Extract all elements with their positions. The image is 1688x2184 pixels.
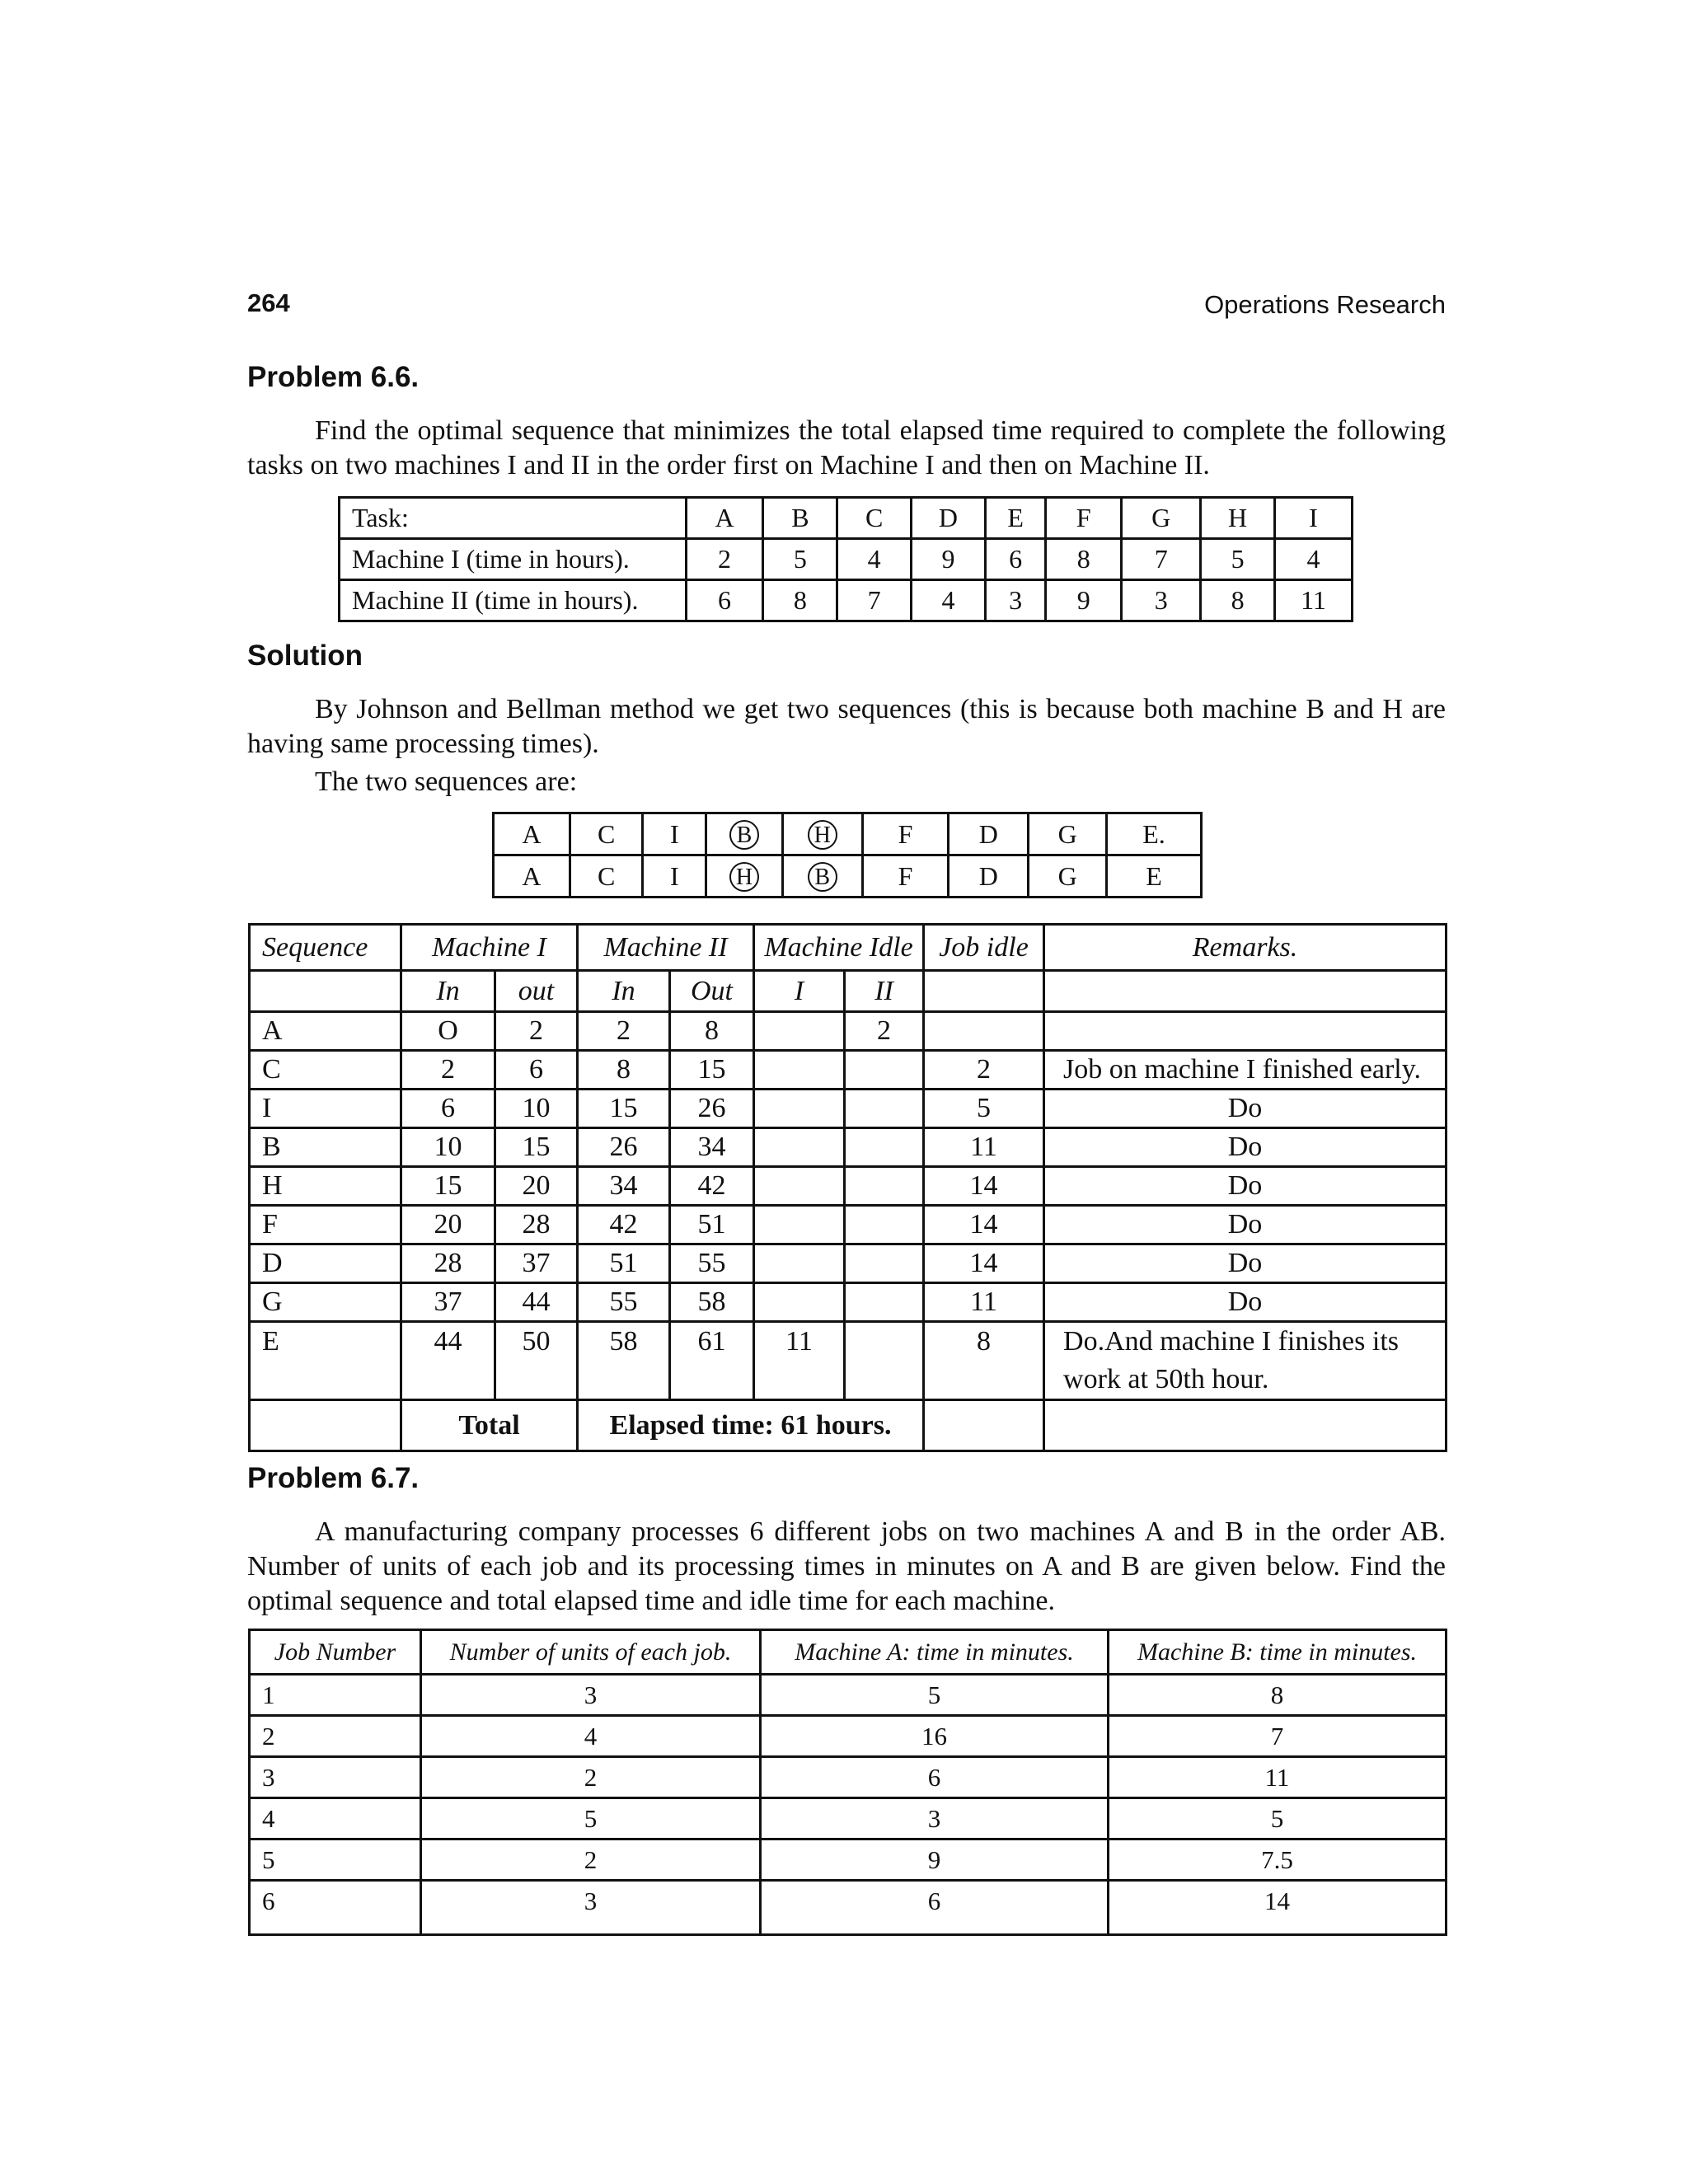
- schedule-subheader-cell: I: [754, 971, 845, 1012]
- tasks-cell: H: [1201, 498, 1275, 539]
- schedule-cell-job-idle: 14: [924, 1244, 1044, 1283]
- problem-6-7-text: [247, 1515, 1446, 1619]
- schedule-cell-m1-in: 20: [401, 1206, 495, 1244]
- schedule-cell-m2-out: 61: [670, 1322, 754, 1400]
- sequence-cell: C: [570, 855, 643, 898]
- sequence-cell: C: [570, 813, 643, 855]
- schedule-cell-idle-ii: [845, 1283, 924, 1322]
- tasks-cell: 8: [763, 580, 837, 621]
- schedule-cell-job-idle: 14: [924, 1167, 1044, 1206]
- tasks-cell: 3: [1122, 580, 1201, 621]
- schedule-subheader-cell: In: [401, 971, 495, 1012]
- schedule-cell-m1-out: 37: [495, 1244, 578, 1283]
- tasks-cell: F: [1046, 498, 1122, 539]
- schedule-cell-m1-out: 6: [495, 1051, 578, 1090]
- tasks-row-machine-1: [340, 539, 1353, 580]
- schedule-cell-m2-out: 55: [670, 1244, 754, 1283]
- sequence-row: [494, 813, 1202, 855]
- job-number-cell: 5: [250, 1840, 421, 1881]
- schedule-empty-cell: [250, 1400, 401, 1451]
- schedule-cell-m1-in: 2: [401, 1051, 495, 1090]
- schedule-empty-cell: [1044, 971, 1447, 1012]
- schedule-cell-m1-in: 44: [401, 1322, 495, 1400]
- schedule-cell-job-idle: 11: [924, 1283, 1044, 1322]
- schedule-subheader-cell: In: [578, 971, 670, 1012]
- jobs-row: [250, 1757, 1447, 1798]
- schedule-cell-remark: Do: [1044, 1206, 1447, 1244]
- schedule-cell-idle-ii: [845, 1167, 924, 1206]
- sequence-cell: D: [949, 813, 1029, 855]
- tasks-cell: 5: [763, 539, 837, 580]
- sequence-cell: [782, 813, 862, 855]
- tasks-cell: C: [837, 498, 912, 539]
- schedule-cell-m2-in: 34: [578, 1167, 670, 1206]
- jobs-cell: 16: [761, 1716, 1109, 1757]
- schedule-header-cell: Job idle: [924, 925, 1044, 971]
- jobs-cell: 8: [1109, 1675, 1447, 1716]
- schedule-row: [250, 1128, 1447, 1167]
- solution-heading: Solution: [247, 640, 363, 672]
- tasks-cell: 7: [837, 580, 912, 621]
- schedule-subheader-cell: Out: [670, 971, 754, 1012]
- elapsed-time-label: Elapsed time: 61 hours.: [578, 1400, 924, 1451]
- jobs-cell: 14: [1109, 1881, 1447, 1935]
- jobs-cell: 11: [1109, 1757, 1447, 1798]
- jobs-cell: 6: [761, 1757, 1109, 1798]
- tasks-cell: 4: [837, 539, 912, 580]
- sequence-cell: [706, 855, 783, 898]
- job-number-cell: 1: [250, 1675, 421, 1716]
- schedule-cell-job-idle: 8: [924, 1322, 1044, 1400]
- schedule-cell-idle-i: [754, 1283, 845, 1322]
- schedule-cell-idle-i: [754, 1090, 845, 1128]
- tasks-cell: 2: [686, 539, 763, 580]
- schedule-row: [250, 1206, 1447, 1244]
- solution-text-body: By Johnson and Bellman method we get two sequences (this is because both machine B and H are having same processing times).: [247, 694, 1446, 759]
- schedule-header-cell: Machine II: [578, 925, 754, 971]
- schedule-cell-idle-ii: 2: [845, 1012, 924, 1051]
- schedule-row: [250, 1090, 1447, 1128]
- schedule-cell-idle-i: [754, 1206, 845, 1244]
- jobs-cell: 3: [421, 1881, 761, 1935]
- problem-6-7-heading: Problem 6.7.: [247, 1462, 420, 1494]
- tasks-cell: G: [1122, 498, 1201, 539]
- schedule-cell-m2-out: 34: [670, 1128, 754, 1167]
- jobs-row: [250, 1675, 1447, 1716]
- jobs-row: [250, 1840, 1447, 1881]
- schedule-empty-cell: [1044, 1400, 1447, 1451]
- schedule-cell-job: A: [250, 1012, 401, 1051]
- schedule-cell-idle-ii: [845, 1051, 924, 1090]
- schedule-cell-m2-out: 8: [670, 1012, 754, 1051]
- circled-job-label: B: [808, 862, 837, 892]
- schedule-cell-m1-out: 44: [495, 1283, 578, 1322]
- schedule-cell-idle-i: [754, 1167, 845, 1206]
- schedule-cell-m1-out: 28: [495, 1206, 578, 1244]
- schedule-cell-m1-in: 10: [401, 1128, 495, 1167]
- tasks-cell: E: [985, 498, 1045, 539]
- schedule-cell-job: I: [250, 1090, 401, 1128]
- schedule-cell-m2-in: 15: [578, 1090, 670, 1128]
- job-number-cell: 3: [250, 1757, 421, 1798]
- running-title: Operations Research: [1204, 290, 1446, 319]
- tasks-row-label: Machine II (time in hours).: [340, 580, 687, 621]
- tasks-cell: 9: [1046, 580, 1122, 621]
- tasks-cell: 5: [1201, 539, 1275, 580]
- jobs-cell: 5: [421, 1798, 761, 1840]
- schedule-cell-job-idle: 5: [924, 1090, 1044, 1128]
- schedule-cell-m2-in: 42: [578, 1206, 670, 1244]
- schedule-row: [250, 1051, 1447, 1090]
- schedule-cell-m2-in: 51: [578, 1244, 670, 1283]
- schedule-cell-job: C: [250, 1051, 401, 1090]
- job-number-cell: 4: [250, 1798, 421, 1840]
- schedule-cell-m2-in: 55: [578, 1283, 670, 1322]
- sequence-cell: G: [1029, 813, 1107, 855]
- jobs-cell: 6: [761, 1881, 1109, 1935]
- tasks-row-machine-2: [340, 580, 1353, 621]
- sequence-cell: F: [862, 813, 949, 855]
- schedule-cell-idle-i: [754, 1012, 845, 1051]
- schedule-cell-idle-ii: [845, 1244, 924, 1283]
- schedule-cell-remark: Do: [1044, 1128, 1447, 1167]
- jobs-cell: 2: [421, 1757, 761, 1798]
- total-label: Total: [401, 1400, 578, 1451]
- schedule-cell-idle-ii: [845, 1206, 924, 1244]
- schedule-cell-job-idle: 14: [924, 1206, 1044, 1244]
- schedule-cell-idle-i: 11: [754, 1322, 845, 1400]
- jobs-header-cell: Machine A: time in minutes.: [761, 1630, 1109, 1675]
- jobs-cell: 5: [1109, 1798, 1447, 1840]
- schedule-subheader-row: [250, 971, 1447, 1012]
- jobs-header-cell: Number of units of each job.: [421, 1630, 761, 1675]
- schedule-cell-job: D: [250, 1244, 401, 1283]
- schedule-cell-m1-in: 6: [401, 1090, 495, 1128]
- schedule-subheader-cell: out: [495, 971, 578, 1012]
- remark-line: work at 50th hour.: [1063, 1364, 1269, 1394]
- schedule-cell-job: F: [250, 1206, 401, 1244]
- schedule-cell-remark: [1044, 1012, 1447, 1051]
- problem-6-6-text-body: Find the optimal sequence that minimizes the total elapsed time required to complete the following tasks on two machines I and II in the order first on Machine I and then on Machine II.: [247, 415, 1446, 480]
- schedule-cell-m1-out: 15: [495, 1128, 578, 1167]
- sequences-table: [492, 812, 1203, 898]
- problem-6-6-text: [247, 414, 1446, 483]
- schedule-cell-m1-out: 20: [495, 1167, 578, 1206]
- jobs-row: [250, 1716, 1447, 1757]
- tasks-cell: 3: [985, 580, 1045, 621]
- schedule-cell-remark: Job on machine I finished early.: [1044, 1051, 1447, 1090]
- schedule-cell-m2-out: 58: [670, 1283, 754, 1322]
- problem-6-6-heading: Problem 6.6.: [247, 361, 420, 393]
- sequence-cell: E: [1107, 855, 1202, 898]
- solution-text-2-body: The two sequences are:: [315, 766, 578, 797]
- jobs-row: [250, 1798, 1447, 1840]
- jobs-table: [248, 1629, 1447, 1936]
- schedule-cell-idle-i: [754, 1051, 845, 1090]
- tasks-cell: A: [686, 498, 763, 539]
- jobs-cell: 5: [761, 1675, 1109, 1716]
- sequence-cell: A: [494, 855, 570, 898]
- schedule-empty-cell: [924, 1400, 1044, 1451]
- page-number: 264: [247, 288, 290, 317]
- jobs-cell: 3: [761, 1798, 1109, 1840]
- schedule-row: [250, 1167, 1447, 1206]
- schedule-cell-m1-in: 37: [401, 1283, 495, 1322]
- sequence-cell: [706, 813, 783, 855]
- schedule-empty-cell: [924, 971, 1044, 1012]
- schedule-cell-remark: [1044, 1322, 1447, 1400]
- sequence-cell: F: [862, 855, 949, 898]
- schedule-cell-m2-out: 15: [670, 1051, 754, 1090]
- schedule-cell-job: G: [250, 1283, 401, 1322]
- schedule-header-row: [250, 925, 1447, 971]
- schedule-row: [250, 1322, 1447, 1400]
- jobs-row: [250, 1881, 1447, 1935]
- sequence-cell: D: [949, 855, 1029, 898]
- schedule-cell-idle-ii: [845, 1322, 924, 1400]
- schedule-cell-job: B: [250, 1128, 401, 1167]
- tasks-cell: 11: [1274, 580, 1352, 621]
- schedule-total-row: [250, 1400, 1447, 1451]
- jobs-cell: 7: [1109, 1716, 1447, 1757]
- schedule-cell-m2-in: 26: [578, 1128, 670, 1167]
- schedule-cell-remark: Do: [1044, 1244, 1447, 1283]
- schedule-row: [250, 1012, 1447, 1051]
- solution-text-2: [247, 765, 1446, 799]
- sequence-cell: E.: [1107, 813, 1202, 855]
- tasks-cell: 8: [1201, 580, 1275, 621]
- schedule-cell-m1-in: 28: [401, 1244, 495, 1283]
- tasks-cell: 6: [985, 539, 1045, 580]
- tasks-row-header: [340, 498, 1353, 539]
- jobs-cell: 9: [761, 1840, 1109, 1881]
- schedule-cell-job: H: [250, 1167, 401, 1206]
- problem-6-7-text-body: A manufacturing company processes 6 different jobs on two machines A and B in the order AB. Number of units of each job and its processing times in minutes on A and B are given below. Find the optimal sequence and total elapsed time and idle time for each machine.: [247, 1516, 1446, 1616]
- sequence-cell: A: [494, 813, 570, 855]
- tasks-cell: 8: [1046, 539, 1122, 580]
- circled-job-label: B: [729, 820, 759, 850]
- schedule-cell-job: E: [250, 1322, 401, 1400]
- schedule-cell-m1-out: 2: [495, 1012, 578, 1051]
- schedule-row: [250, 1283, 1447, 1322]
- tasks-cell: 7: [1122, 539, 1201, 580]
- schedule-cell-remark: Do: [1044, 1090, 1447, 1128]
- tasks-row-label: Task:: [340, 498, 687, 539]
- schedule-cell-m1-in: O: [401, 1012, 495, 1051]
- sequence-cell: I: [643, 813, 706, 855]
- schedule-header-cell: Remarks.: [1044, 925, 1447, 971]
- schedule-cell-m1-in: 15: [401, 1167, 495, 1206]
- job-number-cell: 2: [250, 1716, 421, 1757]
- schedule-header-cell: Sequence: [250, 925, 401, 971]
- tasks-row-label: Machine I (time in hours).: [340, 539, 687, 580]
- sequence-cell: G: [1029, 855, 1107, 898]
- remark-line: Do.And machine I finishes its: [1063, 1326, 1400, 1357]
- schedule-cell-remark: Do: [1044, 1283, 1447, 1322]
- schedule-cell-job-idle: 2: [924, 1051, 1044, 1090]
- jobs-header-cell: Machine B: time in minutes.: [1109, 1630, 1447, 1675]
- schedule-cell-idle-i: [754, 1244, 845, 1283]
- jobs-cell: 3: [421, 1675, 761, 1716]
- job-number-cell: 6: [250, 1881, 421, 1935]
- tasks-cell: 4: [912, 580, 986, 621]
- schedule-cell-job-idle: 11: [924, 1128, 1044, 1167]
- schedule-header-cell: Machine Idle: [754, 925, 924, 971]
- tasks-cell: B: [763, 498, 837, 539]
- schedule-row: [250, 1244, 1447, 1283]
- jobs-cell: 4: [421, 1716, 761, 1757]
- schedule-cell-m1-out: 50: [495, 1322, 578, 1400]
- tasks-cell: I: [1274, 498, 1352, 539]
- schedule-cell-idle-ii: [845, 1128, 924, 1167]
- schedule-cell-m2-out: 42: [670, 1167, 754, 1206]
- jobs-header-row: [250, 1630, 1447, 1675]
- schedule-header-cell: Machine I: [401, 925, 578, 971]
- jobs-header-cell: Job Number: [250, 1630, 421, 1675]
- tasks-cell: D: [912, 498, 986, 539]
- sequence-cell: [782, 855, 862, 898]
- tasks-cell: 6: [686, 580, 763, 621]
- sequence-row: [494, 855, 1202, 898]
- jobs-cell: 2: [421, 1840, 761, 1881]
- circled-job-label: H: [808, 820, 837, 850]
- jobs-cell: 7.5: [1109, 1840, 1447, 1881]
- schedule-cell-idle-i: [754, 1128, 845, 1167]
- tasks-table: [338, 496, 1353, 622]
- schedule-cell-m2-out: 26: [670, 1090, 754, 1128]
- schedule-cell-remark: Do: [1044, 1167, 1447, 1206]
- schedule-cell-m2-in: 8: [578, 1051, 670, 1090]
- schedule-cell-idle-ii: [845, 1090, 924, 1128]
- schedule-empty-cell: [250, 971, 401, 1012]
- sequence-cell: I: [643, 855, 706, 898]
- schedule-table: [248, 923, 1447, 1452]
- schedule-cell-m1-out: 10: [495, 1090, 578, 1128]
- schedule-cell-m2-in: 58: [578, 1322, 670, 1400]
- schedule-cell-m2-out: 51: [670, 1206, 754, 1244]
- schedule-subheader-cell: II: [845, 971, 924, 1012]
- schedule-cell-job-idle: [924, 1012, 1044, 1051]
- tasks-cell: 9: [912, 539, 986, 580]
- tasks-cell: 4: [1274, 539, 1352, 580]
- solution-text: [247, 692, 1446, 762]
- circled-job-label: H: [729, 862, 759, 892]
- schedule-cell-m2-in: 2: [578, 1012, 670, 1051]
